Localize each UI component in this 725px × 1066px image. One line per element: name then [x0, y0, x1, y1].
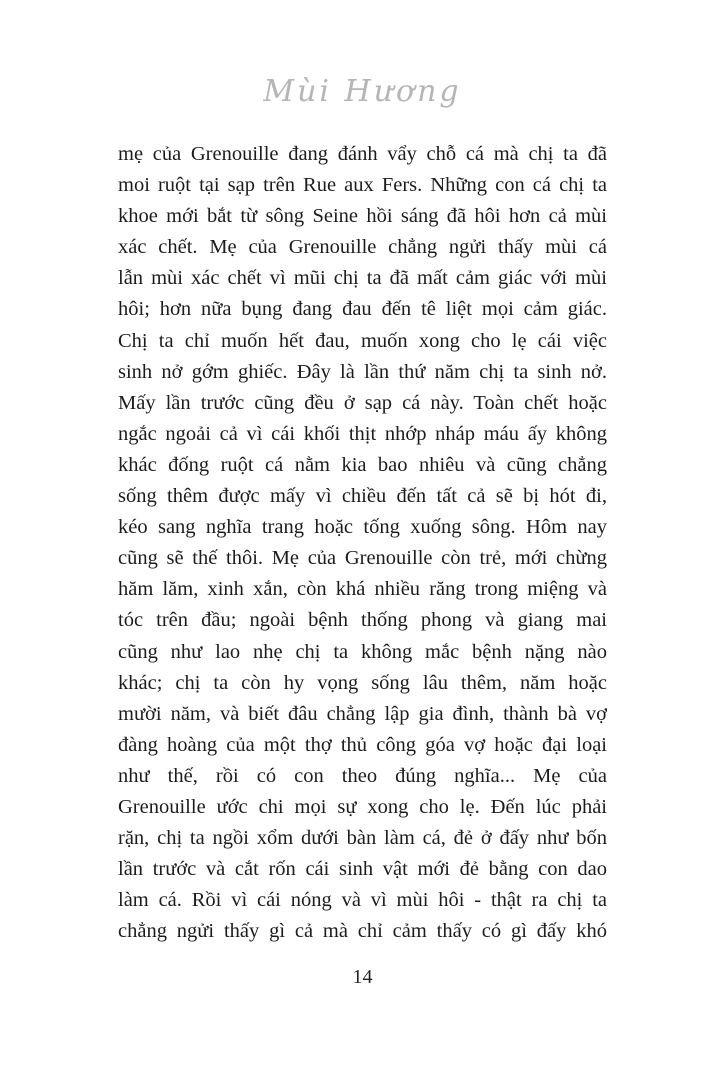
text-line: cũng như lao nhẹ chị ta không mắc bệnh nặng nào: [118, 640, 607, 663]
text-line: sinh nở gớm ghiếc. Đây là lần thứ năm chị ta sinh nở.: [118, 360, 607, 383]
text-line: tóc trên đầu; ngoài bệnh thống phong và giang mai: [118, 609, 607, 632]
text-line: kéo sang nghĩa trang hoặc tống xuống sông. Hôm nay: [118, 516, 607, 539]
page-number: 14: [352, 966, 373, 988]
text-line: khoe mới bắt từ sông Seine hồi sáng đã hôi hơn cả mùi: [118, 205, 607, 228]
book-title-header: Mùi Hương: [263, 74, 462, 109]
text-line: Grenouille ước chi mọi sự xong cho lẹ. Đến lúc phải: [118, 795, 607, 818]
text-line: moi ruột tại sạp trên Rue aux Fers. Những con cá chị ta: [118, 174, 607, 197]
text-line: Chị ta chỉ muốn hết đau, muốn xong cho lẹ cái việc: [118, 329, 607, 352]
text-line: hăm lăm, xinh xắn, còn khá nhiều răng trong miệng và: [118, 578, 607, 601]
text-line: hôi; hơn nữa bụng đang đau đến tê liệt mọi cảm giác.: [118, 298, 607, 321]
text-line: chẳng ngửi thấy gì cả mà chỉ cảm thấy có gì đấy khó: [118, 920, 607, 943]
text-line: xác chết. Mẹ của Grenouille chẳng ngửi thấy mùi cá: [118, 236, 607, 259]
text-line: rặn, chị ta ngồi xổm dưới bàn làm cá, đẻ ở đấy như bốn: [118, 827, 607, 850]
text-line: làm cá. Rồi vì cái nóng và vì mùi hôi - thật ra chị ta: [118, 889, 607, 912]
text-line: đàng hoàng của một thợ thủ công góa vợ hoặc đại loại: [118, 733, 607, 756]
text-line: mười năm, và biết đâu chẳng lập gia đình, thành bà vợ: [118, 702, 607, 725]
text-line: lẫn mùi xác chết vì mũi chị ta đã mất cảm giác với mùi: [118, 267, 607, 290]
text-line: mẹ của Grenouille đang đánh vẩy chỗ cá mà chị ta đã: [118, 143, 607, 165]
text-line: cũng sẽ thế thôi. Mẹ của Grenouille còn trẻ, mới chừng: [118, 547, 607, 570]
text-line: như thế, rồi có con theo đúng nghĩa... Mẹ của: [118, 764, 607, 787]
text-line: lần trước và cắt rốn cái sinh vật mới đẻ bằng con dao: [118, 858, 607, 881]
text-line: Mấy lần trước cũng đều ở sạp cá này. Toàn chết hoặc: [118, 391, 607, 414]
text-line: khác đống ruột cá nằm kia bao nhiêu và cũng chẳng: [118, 453, 607, 476]
text-line: sống thêm được mấy vì chiều đến tất cả sẽ bị hót đi,: [118, 485, 607, 508]
text-line: ngắc ngoải cả vì cái khối thịt nhớp nháp máu ấy không: [118, 422, 607, 445]
text-line: khác; chị ta còn hy vọng sống lâu thêm, năm hoặc: [118, 671, 607, 694]
page-body: [118, 139, 607, 947]
